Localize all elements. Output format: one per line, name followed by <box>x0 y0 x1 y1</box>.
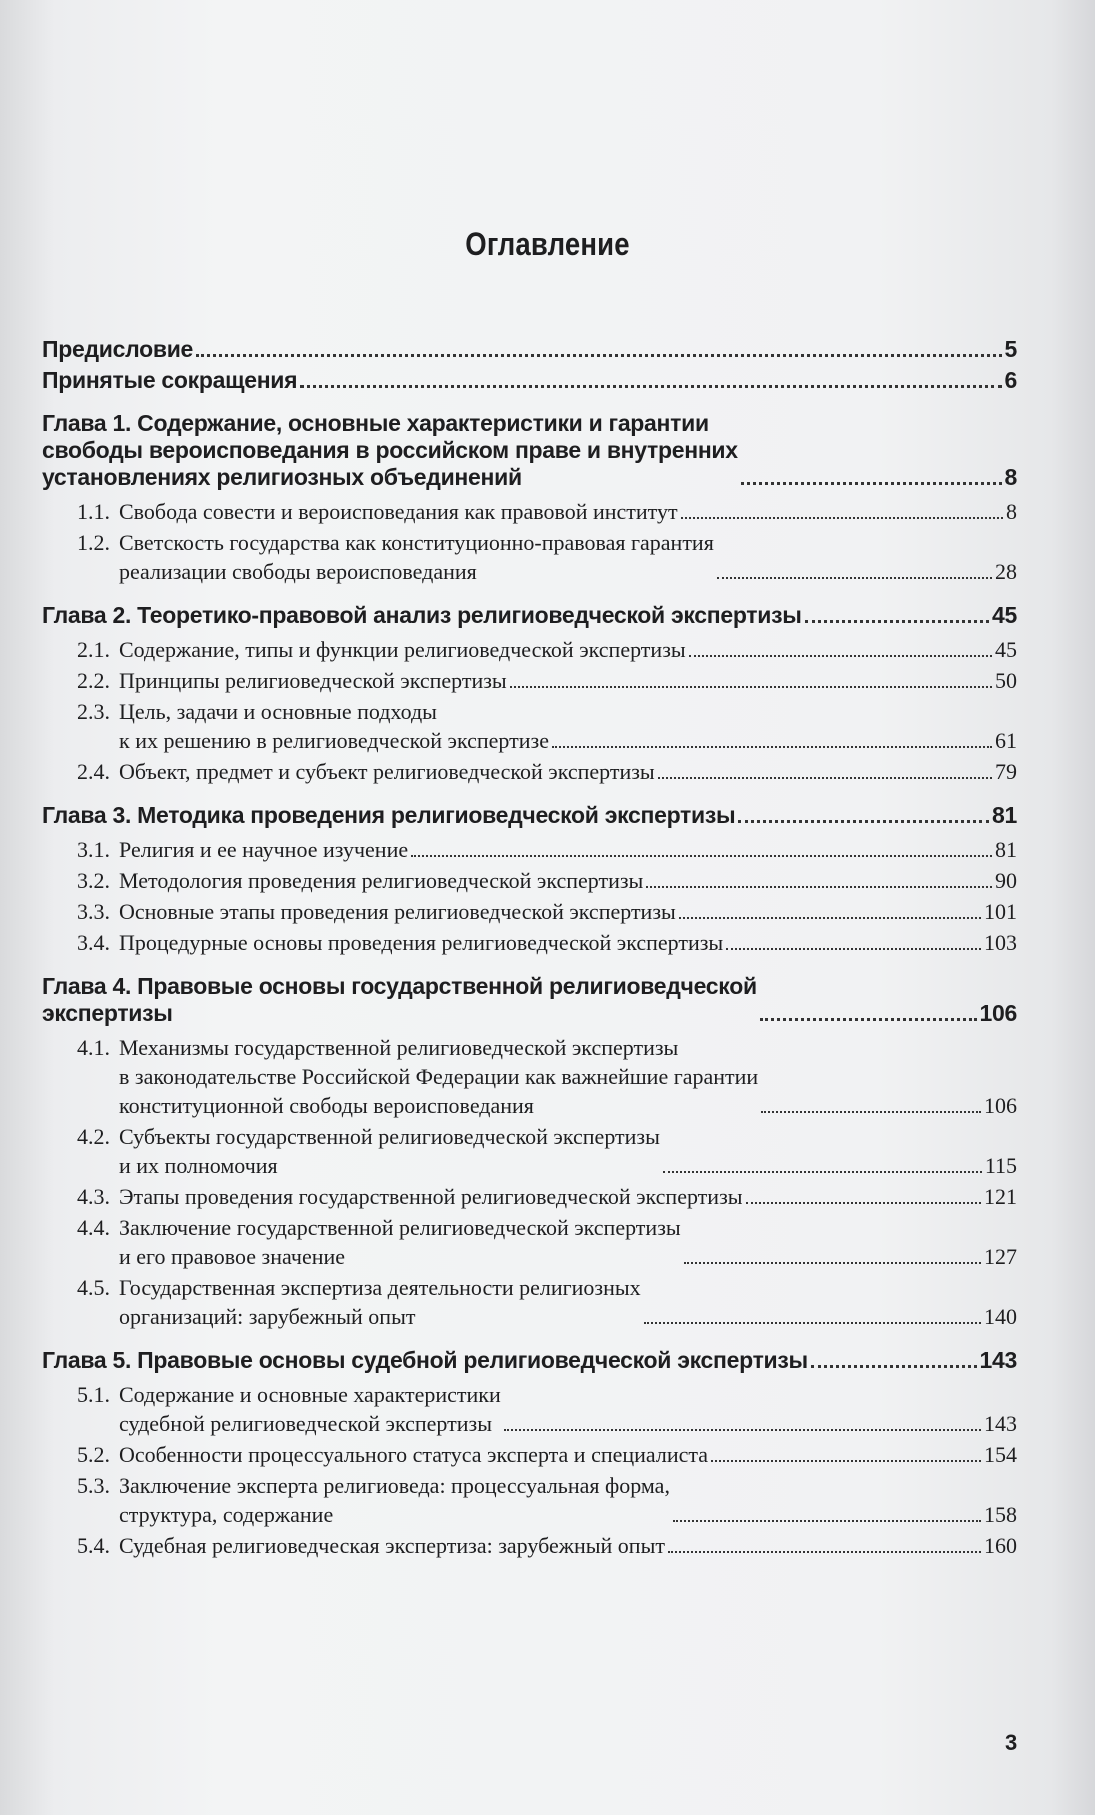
entry-page-number: 115 <box>984 1153 1017 1178</box>
entry-title-line: установлениях религиозных объединений <box>42 464 522 490</box>
dot-leader <box>746 1202 981 1204</box>
entry-title <box>119 1273 641 1331</box>
section-number: 5.2. <box>77 1442 110 1467</box>
entry-title-line: Заключение государственной религиоведческой экспертизы <box>119 1215 681 1240</box>
entry-page-number: 6 <box>1004 367 1017 393</box>
toc-section-entry <box>42 1471 1017 1529</box>
section-number: 2.4. <box>77 759 110 784</box>
section-number: 4.2. <box>77 1124 110 1149</box>
toc-section-entry <box>42 1122 1017 1180</box>
section-number: 5.1. <box>77 1382 110 1407</box>
entry-title <box>119 635 686 664</box>
entry-title-line: Государственная экспертиза деятельности религиозных <box>119 1275 641 1300</box>
entry-title <box>119 1033 758 1120</box>
toc-chapter-entry <box>42 602 1017 629</box>
page-title: Оглавление <box>465 226 630 262</box>
toc-section-entry <box>42 866 1017 895</box>
toc-chapter-entry <box>42 802 1017 829</box>
toc-section-entry <box>42 1380 1017 1438</box>
entry-title-line: Свобода совести и вероисповедания как правовой институт <box>119 499 678 524</box>
entry-page-number: 158 <box>984 1502 1017 1527</box>
dot-leader <box>504 1429 981 1431</box>
entry-title-line: Основные этапы проведения религиоведческой экспертизы <box>119 899 676 924</box>
entry-title <box>119 1440 708 1469</box>
dot-leader <box>646 886 992 888</box>
entry-title-line: и их полномочия <box>119 1153 278 1178</box>
dot-leader <box>663 1171 982 1173</box>
entry-title <box>119 866 643 895</box>
entry-title-line: экспертизы <box>42 1000 173 1026</box>
toc-section-entry <box>42 697 1017 755</box>
entry-title-line: Судебная религиоведческая экспертиза: зарубежный опыт <box>119 1533 665 1558</box>
entry-title-line: Заключение эксперта религиоведа: процессуальная форма, <box>119 1473 670 1498</box>
dot-leader <box>673 1520 981 1522</box>
dot-leader <box>741 482 1002 485</box>
entry-page-number: 79 <box>995 759 1017 784</box>
entry-title-line: Глава 1. Содержание, основные характеристики и гарантии <box>42 410 709 436</box>
dot-leader <box>805 620 989 623</box>
entry-page-number: 127 <box>984 1244 1017 1269</box>
toc-section-entry <box>42 1033 1017 1120</box>
section-number: 1.2. <box>77 530 110 555</box>
entry-page-number: 28 <box>995 559 1017 584</box>
toc-section-entry <box>42 497 1017 526</box>
dot-leader <box>711 1460 981 1462</box>
entry-title-line: Этапы проведения государственной религиоведческой экспертизы <box>119 1184 743 1209</box>
entry-page-number: 143 <box>979 1347 1017 1373</box>
entry-page-number: 140 <box>984 1304 1017 1329</box>
entry-page-number: 8 <box>1006 499 1017 524</box>
entry-title-line: конституционной свободы вероисповедания <box>119 1093 534 1118</box>
dot-leader <box>681 517 1003 519</box>
entry-title-line: Глава 2. Теоретико-правовой анализ религиоведческой экспертизы <box>42 602 802 628</box>
entry-title-line: Религия и ее научное изучение <box>119 837 409 862</box>
entry-page-number: 101 <box>984 899 1017 924</box>
entry-title <box>119 835 408 864</box>
entry-title <box>119 697 549 755</box>
dot-leader <box>679 917 981 919</box>
entry-title-line: Глава 3. Методика проведения религиоведческой экспертизы <box>42 802 736 828</box>
entry-title-line: судебной религиоведческой экспертизы <box>119 1411 492 1436</box>
entry-page-number: 90 <box>995 868 1017 893</box>
dot-leader <box>196 354 1001 357</box>
entry-page-number: 106 <box>984 1093 1017 1118</box>
section-number: 3.3. <box>77 899 110 924</box>
toc-section-entry <box>42 757 1017 786</box>
dot-leader <box>689 655 992 657</box>
entry-page-number: 8 <box>1004 464 1017 490</box>
toc-section-entry <box>42 1273 1017 1331</box>
entry-title <box>119 1380 501 1438</box>
toc-section-entry <box>42 835 1017 864</box>
entry-title-line: Субъекты государственной религиоведческой экспертизы <box>119 1124 660 1149</box>
table-of-contents <box>42 336 1017 1560</box>
entry-title <box>119 666 507 695</box>
dot-leader <box>717 577 992 579</box>
entry-title <box>119 1182 743 1211</box>
entry-title <box>119 897 676 926</box>
toc-chapter-entry <box>42 410 1017 491</box>
entry-title <box>119 1122 660 1180</box>
entry-page-number: 160 <box>984 1533 1017 1558</box>
section-number: 4.1. <box>77 1035 110 1060</box>
entry-title-line: Принципы религиоведческой экспертизы <box>119 668 507 693</box>
entry-title <box>119 1213 681 1271</box>
entry-page-number: 5 <box>1004 336 1017 362</box>
section-number: 4.5. <box>77 1275 110 1300</box>
toc-section-entry <box>42 1531 1017 1560</box>
entry-title-line: Цель, задачи и основные подходы <box>119 699 437 724</box>
section-number: 2.2. <box>77 668 110 693</box>
toc-section-entry <box>42 1440 1017 1469</box>
dot-leader <box>738 820 989 823</box>
toc-chapter-entry <box>42 973 1017 1027</box>
entry-page-number: 45 <box>992 602 1017 628</box>
entry-title <box>42 973 757 1027</box>
entry-page-number: 143 <box>984 1411 1017 1436</box>
toc-section-entry <box>42 928 1017 957</box>
section-number: 3.2. <box>77 868 110 893</box>
entry-title-line: в законодательстве Российской Федерации как важнейшие гарантии <box>119 1064 759 1089</box>
section-number: 2.3. <box>77 699 110 724</box>
section-number: 2.1. <box>77 637 110 662</box>
section-number: 1.1. <box>77 499 110 524</box>
toc-front-entry <box>42 336 1017 363</box>
entry-page-number: 45 <box>995 637 1017 662</box>
toc-front-entry <box>42 367 1017 394</box>
entry-title-line: реализации свободы вероисповедания <box>119 559 477 584</box>
entry-title-line: Глава 4. Правовые основы государственной религиоведческой <box>42 973 757 999</box>
entry-title <box>42 802 735 829</box>
section-number: 5.4. <box>77 1533 110 1558</box>
entry-title <box>42 1347 808 1374</box>
entry-title <box>119 928 723 957</box>
entry-page-number: 61 <box>995 728 1017 753</box>
entry-title <box>119 1471 670 1529</box>
dot-leader <box>811 1365 977 1368</box>
entry-title <box>42 367 297 394</box>
entry-page-number: 121 <box>984 1184 1017 1209</box>
entry-title-line: свободы вероисповедания в российском праве и внутренних <box>42 437 738 463</box>
entry-title <box>119 1531 665 1560</box>
entry-page-number: 81 <box>995 837 1017 862</box>
entry-title-line: структура, содержание <box>119 1502 334 1527</box>
toc-section-entry <box>42 635 1017 664</box>
entry-title-line: Механизмы государственной религиоведческой экспертизы <box>119 1035 679 1060</box>
entry-title <box>42 410 738 491</box>
entry-title <box>119 757 655 786</box>
entry-title-line: Светскость государства как конституционно-правовая гарантия <box>119 530 714 555</box>
entry-title <box>42 336 193 363</box>
dot-leader <box>726 948 981 950</box>
section-number: 5.3. <box>77 1473 110 1498</box>
toc-chapter-entry <box>42 1347 1017 1374</box>
dot-leader <box>510 686 992 688</box>
entry-page-number: 103 <box>984 930 1017 955</box>
dot-leader <box>411 855 992 857</box>
entry-title <box>42 602 802 629</box>
entry-title-line: Объект, предмет и субъект религиоведческой экспертизы <box>119 759 655 784</box>
toc-section-entry <box>42 897 1017 926</box>
dot-leader <box>644 1322 981 1324</box>
entry-title-line: Содержание, типы и функции религиоведческой экспертизы <box>119 637 686 662</box>
entry-title-line: Содержание и основные характеристики <box>119 1382 501 1407</box>
toc-section-entry <box>42 1182 1017 1211</box>
toc-section-entry <box>42 666 1017 695</box>
entry-title-line: Процедурные основы проведения религиоведческой экспертизы <box>119 930 724 955</box>
dot-leader <box>761 1111 981 1113</box>
entry-title-line: Особенности процессуального статуса эксперта и специалиста <box>119 1442 709 1467</box>
dot-leader <box>300 385 1001 388</box>
entry-title-line: к их решению в религиоведческой экспертизе <box>119 728 549 753</box>
dot-leader <box>552 746 992 748</box>
entry-page-number: 106 <box>979 1000 1017 1026</box>
entry-title-line: организаций: зарубежный опыт <box>119 1304 416 1329</box>
dot-leader <box>658 777 992 779</box>
entry-page-number: 154 <box>984 1442 1017 1467</box>
entry-title-line: Глава 5. Правовые основы судебной религиоведческой экспертизы <box>42 1347 808 1373</box>
entry-title-line: и его правовое значение <box>119 1244 346 1269</box>
section-number: 3.1. <box>77 837 110 862</box>
entry-page-number: 50 <box>995 668 1017 693</box>
section-number: 4.4. <box>77 1215 110 1240</box>
entry-page-number: 81 <box>992 802 1017 828</box>
entry-title <box>119 528 714 586</box>
page-number: 3 <box>1005 1730 1018 1755</box>
dot-leader <box>668 1551 981 1553</box>
entry-title <box>119 497 678 526</box>
toc-section-entry <box>42 528 1017 586</box>
section-number: 4.3. <box>77 1184 110 1209</box>
section-number: 3.4. <box>77 930 110 955</box>
entry-title-line: Принятые сокращения <box>42 367 298 393</box>
entry-title-line: Методология проведения религиоведческой экспертизы <box>119 868 644 893</box>
toc-section-entry <box>42 1213 1017 1271</box>
entry-title-line: Предисловие <box>42 336 194 362</box>
dot-leader <box>760 1018 977 1021</box>
dot-leader <box>684 1262 981 1264</box>
